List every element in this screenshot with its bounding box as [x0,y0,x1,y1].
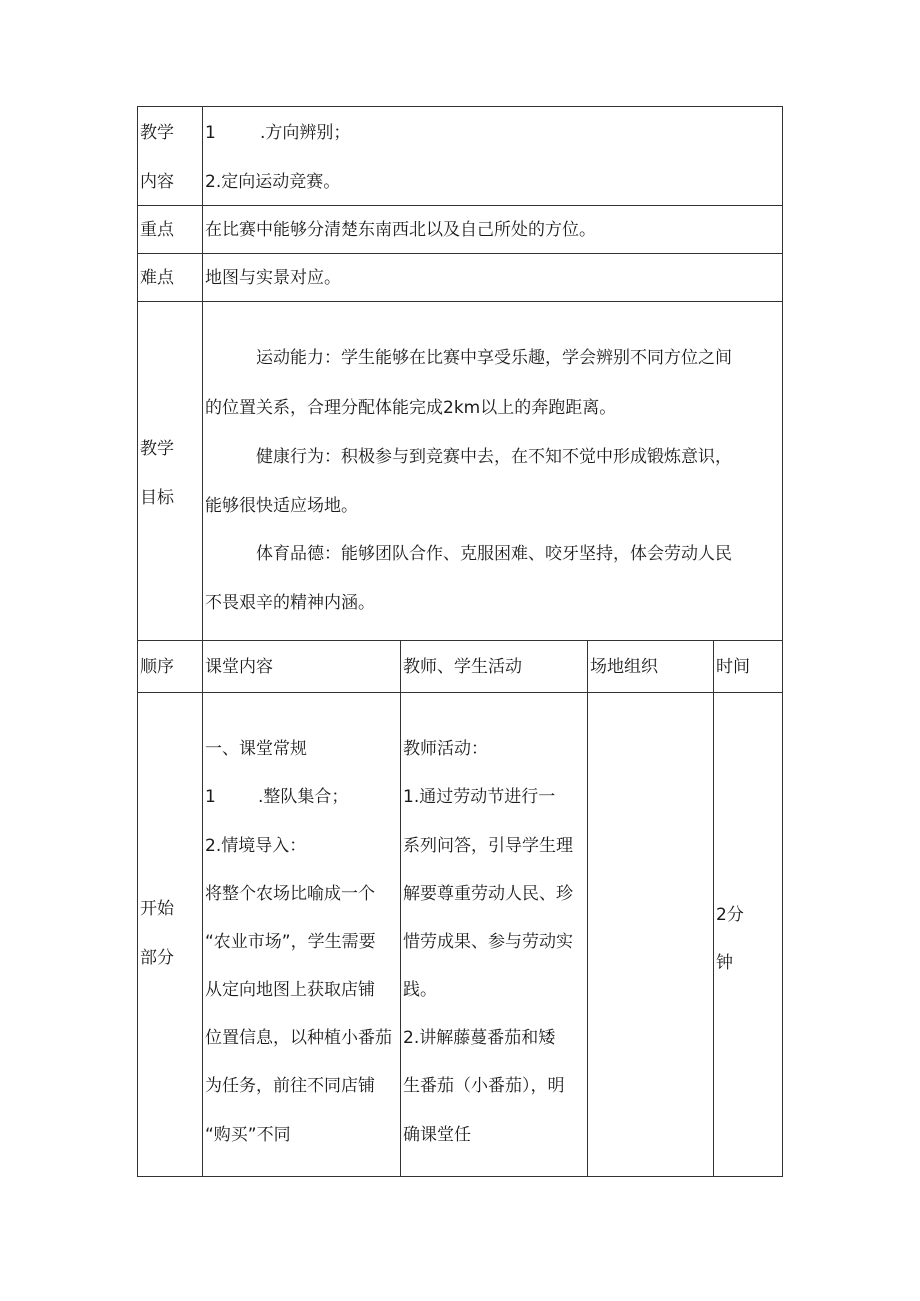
start-content-9: “购买”不同 [205,1125,291,1145]
header-venue: 场地组织 [590,657,658,677]
header-order: 顺序 [140,657,174,677]
start-content-7: 位置信息，以种植小番茄 [205,1028,392,1048]
keypoint-label: 重点 [140,220,174,240]
start-content-1: 一、课堂常规 [205,739,307,759]
start-activity-5: 惜劳成果、参与劳动实 [403,932,573,952]
start-activity-2: 1.通过劳动节进行一 [403,787,556,807]
start-activity-6: 践。 [403,980,437,1000]
objectives-line-3: 健康行为：积极参与到竞赛中去，在不知不觉中形成锻炼意识， [256,447,732,467]
rule-after-content [137,205,783,206]
start-label-1: 开始 [140,899,174,919]
rule-after-header [137,692,783,693]
content-label-2: 内容 [140,172,174,192]
objectives-line-5: 体育品德：能够团队合作、克服困难、咬牙坚持，体会劳动人民 [256,544,732,564]
difficulty-label: 难点 [140,268,174,288]
start-activity-7: 2.讲解藤蔓番茄和矮 [403,1028,556,1048]
rule-after-difficulty [137,301,783,302]
difficulty-text: 地图与实景对应。 [205,268,341,288]
keypoint-text: 在比赛中能够分清楚东南西北以及自己所处的方位。 [205,220,596,240]
start-content-3: 2.情境导入： [205,836,307,856]
rule-after-objectives [137,640,783,641]
rule-top [137,106,783,107]
objectives-line-6: 不畏艰辛的精神内涵。 [205,593,375,613]
header-content: 课堂内容 [205,657,273,677]
start-content-8: 为任务，前往不同店铺 [205,1076,375,1096]
objectives-label-1: 教学 [140,439,174,459]
start-activity-1: 教师活动： [403,739,488,759]
start-content-2-text: .整队集合； [258,787,349,807]
objectives-line-2: 的位置关系，合理分配体能完成2km以上的奔跑距离。 [205,398,617,418]
header-time: 时间 [716,657,750,677]
start-content-6: 从定向地图上获取店铺 [205,980,375,1000]
rule-col5 [713,640,714,1177]
rule-col3 [400,640,401,1177]
rule-label-col [202,106,203,1177]
start-time-2: 钟 [716,953,733,973]
rule-col4 [587,640,588,1177]
start-label-2: 部分 [140,948,174,968]
header-activity: 教师、学生活动 [403,657,522,677]
start-content-2-num: 1 [205,787,216,807]
rule-after-keypoint [137,253,783,254]
start-activity-4: 解要尊重劳动人民、珍 [403,884,573,904]
start-activity-3: 系列问答，引导学生理 [403,836,573,856]
rule-right [782,106,783,1177]
content-label-1: 教学 [140,123,174,143]
start-activity-9: 确课堂任 [403,1125,471,1145]
start-content-4: 将整个农场比喻成一个 [205,884,375,904]
objectives-line-1: 运动能力：学生能够在比赛中享受乐趣，学会辨别不同方位之间 [256,348,732,368]
objectives-label-2: 目标 [140,488,174,508]
content-line-1-text: .方向辨别； [260,123,351,143]
content-line-1-num: 1 [205,123,216,143]
content-line-2: 2.定向运动竞赛。 [205,172,341,192]
start-activity-8: 生番茄（小番茄），明 [403,1076,565,1096]
rule-bottom [137,1176,783,1177]
start-content-5: “农业市场”，学生需要 [205,932,376,952]
rule-left [137,106,138,1177]
start-time-1: 2分 [716,905,744,925]
objectives-line-4: 能够很快适应场地。 [205,496,358,516]
